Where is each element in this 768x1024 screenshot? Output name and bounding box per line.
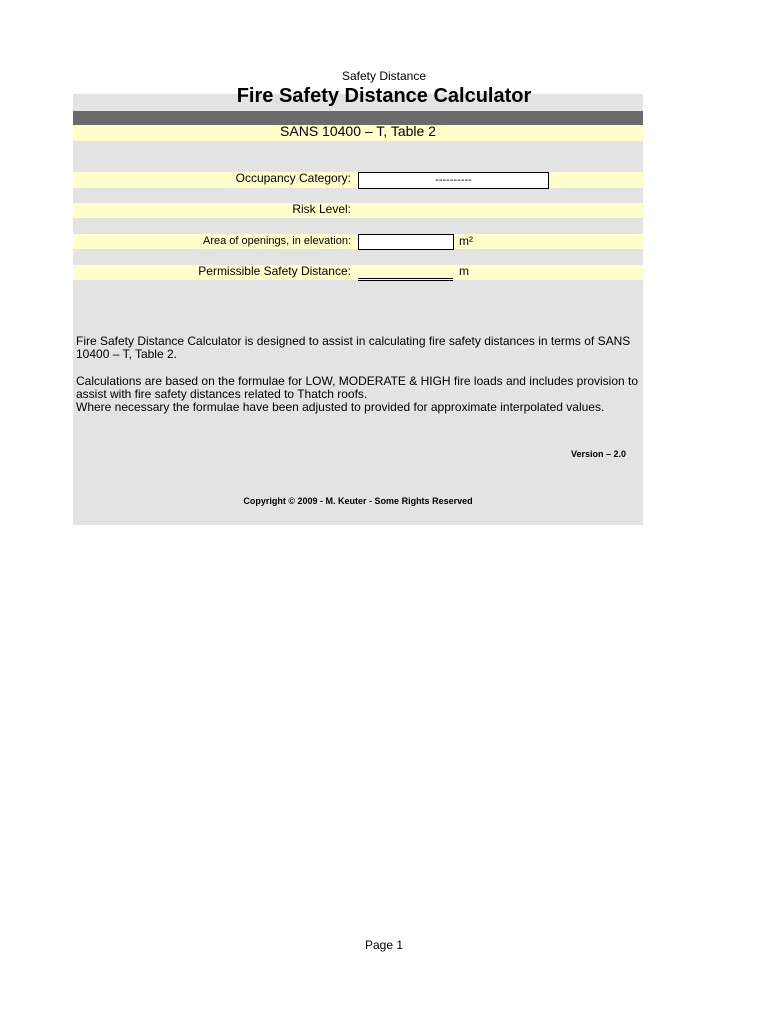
version-label: Version – 2.0 (570, 449, 626, 459)
safety-distance-value (358, 265, 453, 281)
safety-distance-label: Permissible Safety Distance: (198, 264, 351, 278)
copyright-notice: Copyright © 2009 - M. Keuter - Some Rights Reserved (243, 496, 473, 506)
description-paragraph-1: Fire Safety Distance Calculator is designed to assist in calculating fire safety distances in terms of SANS 10400 – T, Table 2. (76, 334, 631, 361)
risk-level-band (73, 203, 643, 218)
area-openings-input[interactable] (358, 234, 454, 250)
occupancy-category-select[interactable]: ---------- (358, 172, 549, 189)
calculator-subtitle: SANS 10400 – T, Table 2 (280, 123, 436, 139)
calculator-title: Fire Safety Distance Calculator (236, 85, 532, 107)
page-header: Safety Distance (341, 69, 427, 83)
description-line-calculations: Calculations are based on the formulae for LOW, MODERATE & HIGH fire loads and includes provision to assist with fire safety distances related to Thatch roofs. (76, 374, 639, 401)
description-paragraph-2 (76, 375, 640, 414)
distance-unit: m (459, 264, 469, 278)
occupancy-category-label: Occupancy Category: (235, 171, 351, 185)
area-unit: m² (459, 234, 473, 248)
page-number: Page 1 (364, 938, 404, 952)
calculator-panel (73, 94, 643, 525)
area-openings-label: Area of openings, in elevation: (203, 235, 351, 247)
risk-level-label: Risk Level: (292, 202, 351, 216)
description-line-formulae: Where necessary the formulae have been adjusted to provided for approximate interpolated values. (76, 400, 605, 414)
